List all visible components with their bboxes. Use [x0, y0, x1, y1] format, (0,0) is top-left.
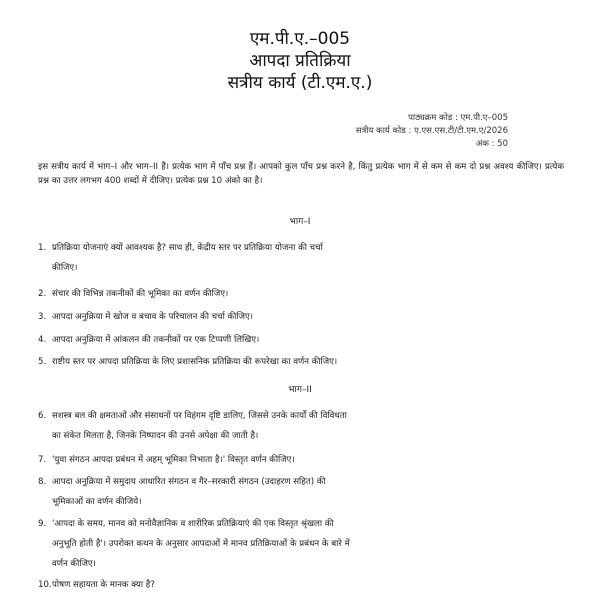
question-1	[38, 238, 578, 278]
question-text: आपदा अनुक्रिया में खोज व बचाव के परिचालन की चर्चा कीजिए।	[52, 312, 253, 322]
document-header	[0, 28, 600, 94]
course-title: आपदा प्रतिक्रिया	[249, 51, 351, 71]
question-text: आपदा अनुक्रिया में समुदाय आधारित संगठन व गैर–सरकारी संगठन (उदाहरण सहित) की	[52, 477, 326, 487]
question-text: प्रतिक्रिया योजनाएं क्यों आवश्यक है? साथ ही, केंद्रीय स्तर पर प्रतिक्रिया योजना की चर्चा	[52, 243, 323, 253]
question-text: 'युवा संगठन आपदा प्रबंधन में अहम् भूमिका निभाता है।' विस्तृत वर्णन कीजिए।	[52, 455, 295, 465]
question-10	[38, 575, 578, 595]
question-text-cont: अनुभूति होती है'। उपरोक्त कथन के अनुसार आपदाओं में मानव प्रतिक्रियाओं के प्रबंधन के बारे में	[52, 539, 350, 549]
question-text: 'आपदा के समय, मानव को मनोवैज्ञानिक व शारीरिक प्रतिक्रियाएं की एक विस्तृत श्रृंखला की	[52, 519, 334, 529]
question-number: 6.	[38, 411, 47, 421]
question-6	[38, 406, 578, 446]
section-title-part-2: भाग–II	[288, 385, 312, 395]
question-number: 10.	[38, 580, 52, 590]
question-text-cont: का संकेत मिलता है, जिनके निष्पादन की उनसे अपेक्षा की जाती है।	[52, 431, 259, 441]
instructions-paragraph: इस सत्रीय कार्य में भाग–I और भाग–II हैं। प्रत्येक भाग में पाँच प्रश्न हैं। आपको कुल पाँच प्रश्न करने है, किंतु प्रत्येक भाग में से कम से कम दो प्रश्न अवश्य कीजिए। प्रत्येक प्रश्न का उत्तर लगभग 400 शब्दों में दीजिए। प्रत्येक प्रश्न 10 अंको का है।	[38, 162, 564, 186]
course-code-title: एम.पी.ए.–005	[249, 29, 351, 49]
question-text: सशस्त्र बल की क्षमताओं और संसाधनों पर विहंगम दृष्टि डालिए, जिससे उनके कार्यों की विविधता	[52, 411, 347, 421]
question-4	[38, 330, 578, 350]
question-8	[38, 472, 578, 512]
marks-line: अंक : 50	[475, 139, 508, 149]
question-number: 4.	[38, 335, 47, 345]
section-title-part-1: भाग–I	[289, 217, 311, 227]
question-text-cont: भूमिकाओं का वर्णन कीजिये।	[52, 497, 142, 507]
question-text-cont: कीजिए।	[52, 263, 78, 273]
question-text-cont: वर्णन कीजिए।	[52, 559, 96, 569]
question-number: 7.	[38, 455, 47, 465]
question-number: 1.	[38, 243, 47, 253]
question-9	[38, 514, 578, 574]
question-number: 8.	[38, 477, 47, 487]
question-5	[38, 352, 578, 372]
question-number: 5.	[38, 357, 47, 367]
course-code-line: पाठ्यक्रम कोड : एम.पी.ए–005	[408, 113, 508, 123]
question-text: आपदा अनुक्रिया में आंकलन की तकनीकों पर एक टिप्पणी लिखिए।	[52, 335, 260, 345]
question-2	[38, 284, 578, 304]
question-text: पोषण सहायता के मानक क्या है?	[52, 580, 155, 590]
question-text: संचार की विभिन्न तकनीकों की भूमिका का वर्णन कीजिए।	[52, 289, 229, 299]
question-number: 9.	[38, 519, 47, 529]
assignment-title: सत्रीय कार्य (टी.एम.ए.)	[227, 73, 373, 93]
question-7	[38, 450, 578, 470]
codes-block	[356, 112, 508, 151]
question-text: राष्टीय स्तर पर आपदा प्रतिक्रिया के लिए प्रशासनिक प्रतिक्रिया की रूपरेखा का वर्णन कीजिए।	[52, 357, 338, 367]
question-number: 2.	[38, 289, 47, 299]
question-3	[38, 307, 578, 327]
assignment-code-line: सत्रीय कार्य कोड : ए.एस.एस.टी/टी.एम.ए/2026	[355, 126, 508, 136]
question-number: 3.	[38, 312, 47, 322]
